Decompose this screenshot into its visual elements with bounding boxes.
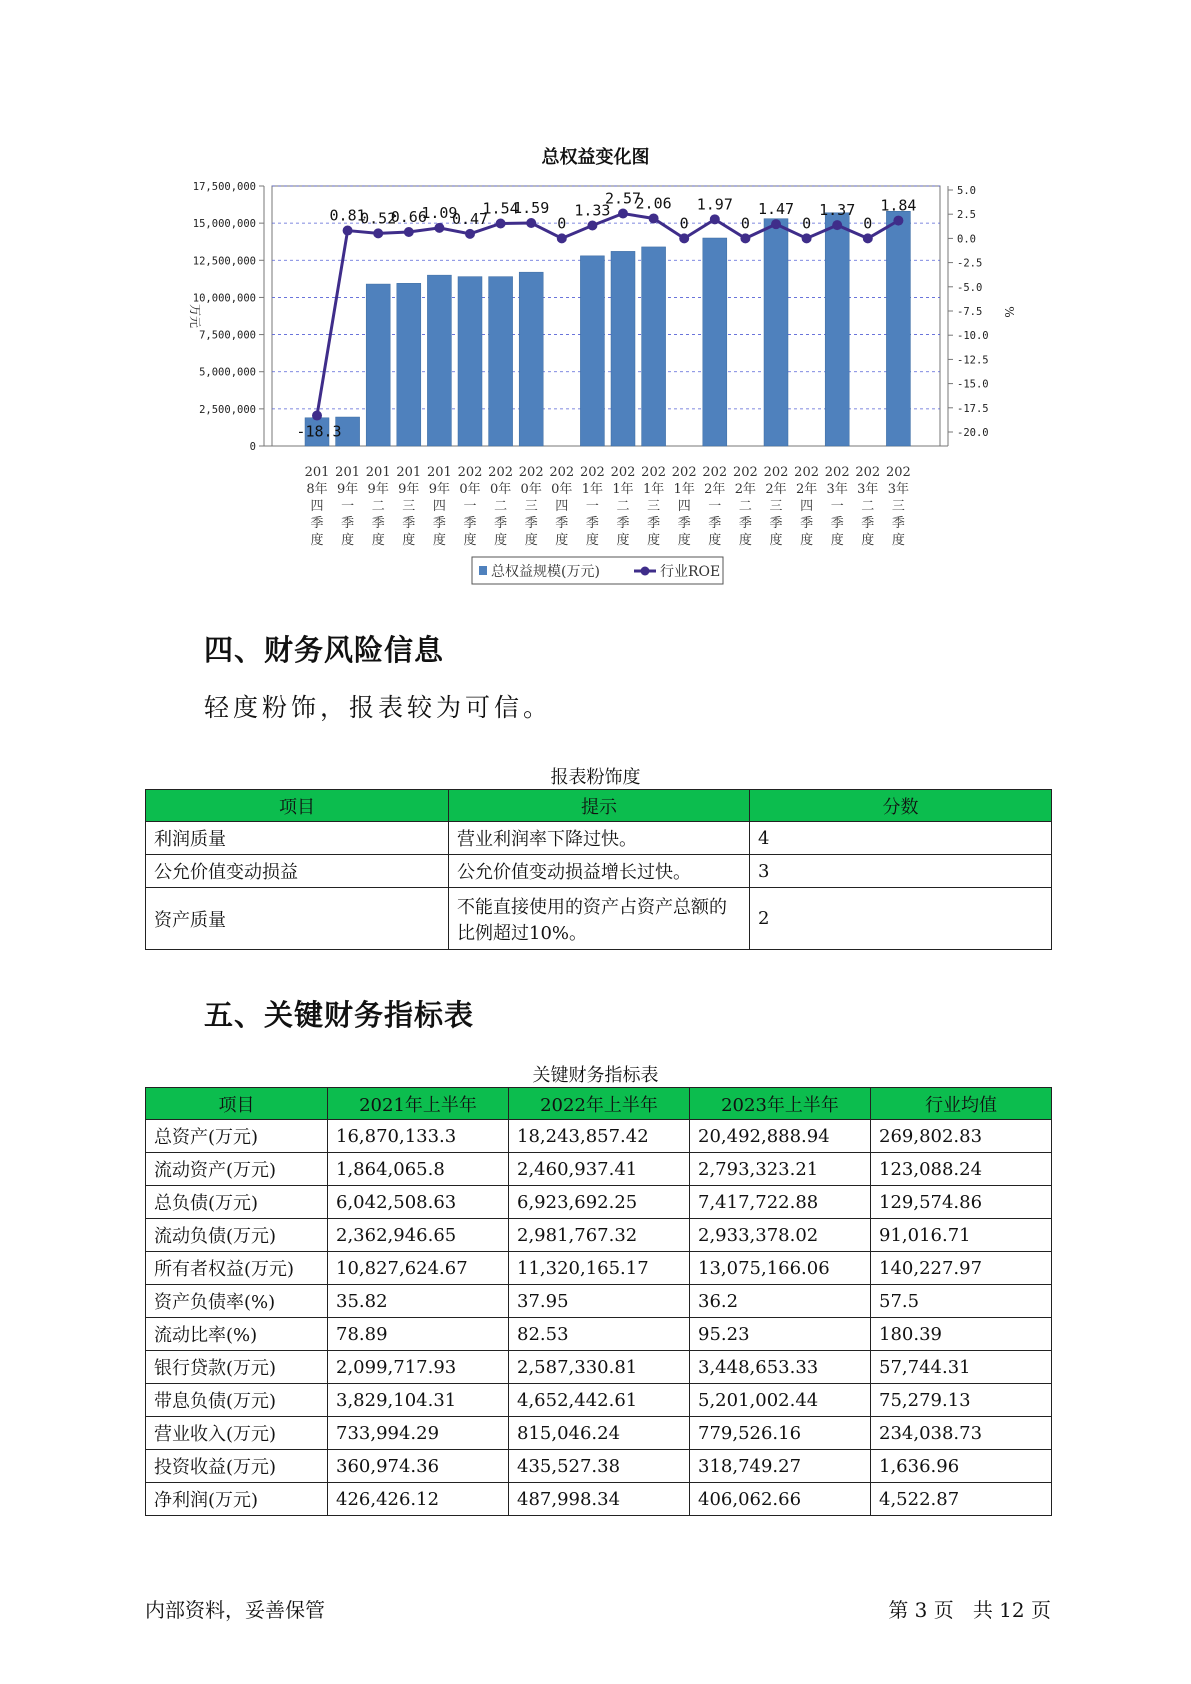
metrics-table-cell: 360,974.36: [328, 1450, 509, 1483]
metrics-header-cell: 2021年上半年: [328, 1088, 509, 1120]
metrics-table-row: [146, 1186, 1052, 1219]
equity-bar: [458, 277, 482, 446]
equity-bar: [764, 219, 788, 446]
risk-header-cell: 项目: [146, 790, 449, 822]
x-tick-label: 3年: [857, 482, 879, 497]
metrics-table-row: [146, 1450, 1052, 1483]
metrics-header-cell: 行业均值: [871, 1088, 1052, 1120]
x-tick-label: 三: [891, 499, 905, 514]
right-tick-label: -20.0: [957, 427, 989, 439]
metrics-table-cell: 91,016.71: [871, 1219, 1052, 1252]
x-tick-label: 202: [855, 465, 881, 480]
x-tick-label: 季: [432, 516, 446, 531]
x-tick-label: 四: [800, 499, 814, 514]
metrics-table-row: [146, 1219, 1052, 1252]
x-tick-label: 度: [738, 533, 752, 548]
metrics-table-row: [146, 1384, 1052, 1417]
risk-table: [145, 789, 1052, 950]
right-tick-label: -7.5: [957, 306, 983, 318]
x-tick-label: 四: [555, 499, 569, 514]
x-tick-label: 202: [610, 465, 636, 480]
right-tick-label: -5.0: [957, 281, 983, 294]
right-tick-label: 2.5: [957, 209, 976, 222]
roe-data-label: 1.59: [513, 199, 550, 218]
metrics-table-cell: 123,088.24: [871, 1153, 1052, 1186]
roe-point: [496, 218, 506, 228]
footer-confidential: 内部资料，妥善保管: [145, 1598, 325, 1622]
footer-page-number: 第 3 页 共 12 页: [888, 1598, 1051, 1622]
risk-table-row: [146, 888, 1052, 950]
chart-title: 总权益变化图: [541, 147, 650, 168]
left-tick-label: 12,500,000: [192, 255, 256, 268]
risk-table-cell: 营业利润率下降过快。: [449, 822, 750, 855]
metrics-table-cell: 82.53: [509, 1318, 690, 1351]
x-tick-label: 0年: [520, 482, 542, 497]
x-tick-label: 四: [310, 499, 324, 514]
metrics-table-cell: 3,448,653.33: [690, 1351, 871, 1384]
x-tick-label: 季: [708, 516, 722, 531]
roe-point: [526, 218, 536, 228]
x-tick-label: 一: [708, 499, 722, 514]
x-tick-label: 四: [432, 499, 446, 514]
x-tick-label: 202: [732, 465, 758, 480]
risk-table-cell: 4: [750, 822, 1052, 855]
x-tick-label: 2年: [765, 482, 787, 497]
metrics-table-cell: 37.95: [509, 1285, 690, 1318]
roe-point: [649, 213, 659, 223]
x-tick-label: 度: [616, 533, 630, 548]
x-tick-label: 度: [341, 533, 355, 548]
x-tick-label: 202: [671, 465, 697, 480]
x-tick-label: 度: [769, 533, 783, 548]
metrics-table-row: [146, 1252, 1052, 1285]
x-tick-label: 201: [335, 465, 361, 480]
risk-table-cell: 资产质量: [146, 888, 449, 950]
metrics-table-row: [146, 1483, 1052, 1516]
metrics-table-cell: 银行贷款(万元): [146, 1351, 328, 1384]
x-tick-label: 3年: [826, 482, 848, 497]
metrics-table-cell: 20,492,888.94: [690, 1120, 871, 1153]
metrics-table-row: [146, 1120, 1052, 1153]
metrics-table-cell: 57,744.31: [871, 1351, 1052, 1384]
metrics-table-cell: 733,994.29: [328, 1417, 509, 1450]
roe-data-label: 1.09: [421, 203, 458, 222]
x-tick-label: 一: [830, 499, 844, 514]
risk-table-row: [146, 822, 1052, 855]
x-tick-label: 度: [432, 533, 446, 548]
right-tick-label: -10.0: [957, 330, 989, 343]
metrics-table-cell: 2,793,323.21: [690, 1153, 871, 1186]
x-tick-label: 一: [585, 499, 599, 514]
x-tick-label: 3年: [887, 482, 910, 497]
left-tick-label: 0: [249, 441, 256, 453]
left-tick-label: 2,500,000: [199, 403, 256, 416]
metrics-table-cell: 406,062.66: [690, 1483, 871, 1516]
x-tick-label: 度: [402, 533, 416, 548]
roe-point: [373, 228, 383, 238]
x-tick-label: 三: [402, 499, 416, 514]
metrics-table-cell: 总负债(万元): [146, 1186, 328, 1219]
right-tick-label: 0.0: [957, 233, 976, 246]
metrics-table-cell: 2,099,717.93: [328, 1351, 509, 1384]
metrics-table-cell: 流动比率(%): [146, 1318, 328, 1351]
metrics-table-cell: 815,046.24: [509, 1417, 690, 1450]
section5-heading: 五、关键财务指标表: [204, 998, 475, 1032]
metrics-table-cell: 总资产(万元): [146, 1120, 328, 1153]
metrics-table-cell: 435,527.38: [509, 1450, 690, 1483]
roe-point: [618, 209, 628, 219]
metrics-table-cell: 140,227.97: [871, 1252, 1052, 1285]
roe-data-label: 0: [679, 214, 689, 233]
x-tick-label: 三: [769, 499, 783, 514]
roe-point: [740, 233, 750, 243]
metrics-table-cell: 资产负债率(%): [146, 1285, 328, 1318]
x-tick-label: 度: [708, 533, 722, 548]
roe-point: [863, 233, 873, 243]
metrics-table-cell: 10,827,624.67: [328, 1252, 509, 1285]
equity-bar: [611, 251, 635, 446]
left-tick-label: 17,500,000: [192, 181, 256, 193]
risk-table-caption: 报表粉饰度: [550, 767, 641, 788]
metrics-table-row: [146, 1285, 1052, 1318]
x-tick-label: 季: [555, 516, 569, 531]
roe-data-label: 1.47: [757, 200, 795, 219]
right-tick-label: -17.5: [957, 402, 989, 415]
metrics-table-cell: 78.89: [328, 1318, 509, 1351]
x-tick-label: 1年: [612, 482, 634, 497]
equity-bar: [825, 213, 849, 446]
metrics-table-cell: 带息负债(万元): [146, 1384, 328, 1417]
x-tick-label: 0年: [489, 482, 512, 497]
metrics-table-cell: 2,933,378.02: [690, 1219, 871, 1252]
x-tick-label: 度: [555, 533, 569, 548]
metrics-table-cell: 2,587,330.81: [509, 1351, 690, 1384]
risk-table-cell: 2: [750, 888, 1052, 950]
equity-bar: [580, 256, 604, 446]
legend-bar-swatch: [479, 566, 487, 575]
metrics-table-row: [146, 1351, 1052, 1384]
x-tick-label: 202: [549, 465, 575, 480]
equity-bar: [703, 238, 727, 446]
metrics-table-cell: 净利润(万元): [146, 1483, 328, 1516]
risk-table-cell: 公允价值变动损益: [146, 855, 449, 888]
roe-data-label: 0.47: [451, 209, 489, 228]
roe-point: [343, 226, 353, 236]
legend-line-marker: [641, 567, 650, 576]
x-tick-label: 二: [371, 499, 385, 514]
x-tick-label: 季: [677, 516, 691, 531]
roe-data-label: 0: [740, 214, 750, 233]
roe-point: [771, 219, 781, 229]
x-tick-label: 度: [494, 533, 508, 548]
x-tick-label: 2年: [704, 482, 726, 497]
metrics-header-cell: 2023年上半年: [690, 1088, 871, 1120]
roe-point: [679, 233, 689, 243]
metrics-table-cell: 75,279.13: [871, 1384, 1052, 1417]
right-tick-label: -15.0: [957, 378, 989, 391]
metrics-table-cell: 2,460,937.41: [509, 1153, 690, 1186]
metrics-table-cell: 318,749.27: [690, 1450, 871, 1483]
left-tick-label: 5,000,000: [199, 366, 256, 379]
metrics-table-cell: 779,526.16: [690, 1417, 871, 1450]
right-tick-label: -2.5: [957, 257, 983, 270]
x-tick-label: 201: [304, 465, 330, 480]
x-tick-label: 8年: [306, 482, 328, 497]
equity-bar: [489, 277, 513, 446]
x-tick-label: 三: [524, 499, 538, 514]
risk-table-cell: 利润质量: [146, 822, 449, 855]
roe-data-label: 0: [863, 214, 873, 233]
x-tick-label: 度: [524, 533, 538, 548]
x-tick-label: 201: [396, 465, 422, 480]
x-tick-label: 季: [830, 516, 844, 531]
x-tick-label: 季: [738, 516, 752, 531]
metrics-table-cell: 2,981,767.32: [509, 1219, 690, 1252]
x-tick-label: 季: [585, 516, 599, 531]
roe-data-label: 1.37: [819, 201, 856, 220]
x-tick-label: 三: [647, 499, 661, 514]
roe-point: [802, 233, 812, 243]
metrics-header-cell: 项目: [146, 1088, 328, 1120]
metrics-table-cell: 4,522.87: [871, 1483, 1052, 1516]
x-tick-label: 202: [488, 465, 514, 480]
x-tick-label: 202: [763, 465, 789, 480]
roe-data-label: 0: [802, 214, 812, 233]
roe-data-label: 2.06: [635, 194, 672, 213]
equity-bar: [642, 247, 666, 446]
x-tick-label: 季: [463, 516, 477, 531]
legend-line-label: 行业ROE: [660, 564, 721, 580]
metrics-table-row: [146, 1318, 1052, 1351]
left-tick-label: 10,000,000: [192, 292, 256, 305]
x-tick-label: 度: [891, 533, 905, 548]
x-tick-label: 201: [365, 465, 391, 480]
metrics-table-cell: 投资收益(万元): [146, 1450, 328, 1483]
x-tick-label: 2年: [734, 482, 757, 497]
x-tick-label: 季: [616, 516, 630, 531]
left-axis-title: 万元: [188, 303, 202, 329]
metrics-table-cell: 1,636.96: [871, 1450, 1052, 1483]
x-tick-label: 9年: [367, 482, 389, 497]
equity-bar: [427, 275, 451, 446]
x-tick-label: 202: [579, 465, 605, 480]
risk-table-cell: 3: [750, 855, 1052, 888]
x-tick-label: 二: [738, 499, 752, 514]
risk-table-cell: 公允价值变动损益增长过快。: [449, 855, 750, 888]
x-tick-label: 季: [310, 516, 324, 531]
metrics-table-cell: 487,998.34: [509, 1483, 690, 1516]
metrics-table-cell: 269,802.83: [871, 1120, 1052, 1153]
equity-chart: [0, 0, 1191, 600]
metrics-table-cell: 95.23: [690, 1318, 871, 1351]
x-tick-label: 季: [494, 516, 508, 531]
left-tick-label: 7,500,000: [199, 329, 256, 342]
roe-point: [710, 214, 720, 224]
equity-bar: [519, 272, 543, 446]
x-tick-label: 202: [641, 465, 667, 480]
metrics-table-cell: 6,923,692.25: [509, 1186, 690, 1219]
x-tick-label: 1年: [581, 482, 604, 497]
roe-data-label: 1.54: [482, 199, 519, 218]
roe-point: [587, 221, 597, 231]
x-tick-label: 度: [861, 533, 875, 548]
x-tick-label: 二: [616, 499, 630, 514]
risk-table-row: [146, 855, 1052, 888]
roe-point: [312, 411, 322, 421]
x-tick-label: 季: [647, 516, 661, 531]
metrics-table-cell: 13,075,166.06: [690, 1252, 871, 1285]
roe-data-label: 1.97: [696, 195, 733, 214]
x-tick-label: 1年: [673, 482, 695, 497]
roe-point: [893, 216, 903, 226]
roe-point: [434, 223, 444, 233]
metrics-table-cell: 2,362,946.65: [328, 1219, 509, 1252]
section4-heading: 四、财务风险信息: [204, 633, 445, 667]
x-tick-label: 9年: [428, 482, 451, 497]
x-tick-label: 四: [677, 499, 691, 514]
equity-bar: [366, 284, 390, 446]
metrics-table-cell: 426,426.12: [328, 1483, 509, 1516]
roe-point: [404, 227, 414, 237]
x-tick-label: 二: [861, 499, 875, 514]
metrics-table-cell: 16,870,133.3: [328, 1120, 509, 1153]
roe-data-label: 0: [557, 214, 567, 233]
metrics-table-cell: 所有者权益(万元): [146, 1252, 328, 1285]
metrics-table-cell: 57.5: [871, 1285, 1052, 1318]
roe-data-label: 2.57: [604, 189, 642, 208]
roe-data-label: 0.81: [329, 206, 366, 225]
x-tick-label: 202: [518, 465, 544, 480]
metrics-table-cell: 129,574.86: [871, 1186, 1052, 1219]
x-tick-label: 季: [769, 516, 783, 531]
x-tick-label: 度: [677, 533, 691, 548]
risk-header-cell: 分数: [750, 790, 1052, 822]
metrics-table: [145, 1087, 1052, 1516]
metrics-table-cell: 营业收入(万元): [146, 1417, 328, 1450]
metrics-table-row: [146, 1417, 1052, 1450]
risk-summary-text: 轻度粉饰，报表较为可信。: [204, 693, 553, 722]
metrics-table-cell: 234,038.73: [871, 1417, 1052, 1450]
x-tick-label: 二: [494, 499, 508, 514]
risk-table-cell: 不能直接使用的资产占资产总额的比例超过10%。: [449, 888, 750, 950]
x-tick-label: 一: [341, 499, 355, 514]
x-tick-label: 季: [861, 516, 875, 531]
roe-data-label: 0.66: [390, 208, 427, 227]
risk-header-cell: 提示: [449, 790, 750, 822]
roe-point: [557, 233, 567, 243]
metrics-table-cell: 3,829,104.31: [328, 1384, 509, 1417]
metrics-table-caption: 关键财务指标表: [532, 1065, 659, 1086]
roe-data-label: 0.52: [360, 209, 397, 228]
x-tick-label: 度: [800, 533, 814, 548]
x-tick-label: 1年: [642, 482, 665, 497]
x-tick-label: 季: [341, 516, 355, 531]
x-tick-label: 季: [891, 516, 905, 531]
x-tick-label: 0年: [459, 482, 481, 497]
equity-bar: [397, 283, 421, 446]
metrics-table-cell: 4,652,442.61: [509, 1384, 690, 1417]
x-tick-label: 202: [794, 465, 820, 480]
x-tick-label: 202: [824, 465, 850, 480]
x-tick-label: 度: [830, 533, 844, 548]
metrics-table-cell: 7,417,722.88: [690, 1186, 871, 1219]
metrics-table-cell: 流动负债(万元): [146, 1219, 328, 1252]
x-tick-label: 一: [463, 499, 477, 514]
metrics-table-cell: 6,042,508.63: [328, 1186, 509, 1219]
metrics-table-cell: 35.82: [328, 1285, 509, 1318]
x-tick-label: 度: [310, 533, 324, 548]
x-tick-label: 202: [885, 465, 911, 480]
x-tick-label: 季: [402, 516, 416, 531]
right-tick-label: -12.5: [957, 354, 989, 367]
x-tick-label: 度: [463, 533, 477, 548]
metrics-header-cell: 2022年上半年: [509, 1088, 690, 1120]
roe-data-label: -18.3: [296, 422, 342, 441]
x-tick-label: 度: [371, 533, 385, 548]
metrics-table-cell: 1,864,065.8: [328, 1153, 509, 1186]
metrics-table-cell: 180.39: [871, 1318, 1052, 1351]
x-tick-label: 9年: [336, 482, 359, 497]
metrics-table-cell: 5,201,002.44: [690, 1384, 871, 1417]
x-tick-label: 9年: [398, 482, 420, 497]
x-tick-label: 季: [371, 516, 385, 531]
right-tick-label: 5.0: [957, 185, 976, 197]
x-tick-label: 度: [585, 533, 599, 548]
metrics-table-cell: 11,320,165.17: [509, 1252, 690, 1285]
left-tick-label: 15,000,000: [192, 218, 256, 231]
metrics-table-cell: 36.2: [690, 1285, 871, 1318]
roe-point: [832, 220, 842, 230]
x-tick-label: 季: [800, 516, 814, 531]
metrics-table-row: [146, 1153, 1052, 1186]
metrics-table-cell: 流动资产(万元): [146, 1153, 328, 1186]
x-tick-label: 0年: [551, 482, 573, 497]
roe-data-label: 1.84: [880, 196, 917, 215]
x-tick-label: 202: [457, 465, 483, 480]
roe-point: [465, 229, 475, 239]
x-tick-label: 季: [524, 516, 538, 531]
roe-data-label: 1.33: [574, 201, 611, 220]
x-tick-label: 201: [426, 465, 452, 480]
right-axis-title: %: [1002, 306, 1016, 318]
legend-bar-label: 总权益规模(万元): [491, 564, 600, 580]
x-tick-label: 2年: [795, 482, 818, 497]
metrics-table-cell: 18,243,857.42: [509, 1120, 690, 1153]
x-tick-label: 202: [702, 465, 728, 480]
x-tick-label: 度: [647, 533, 661, 548]
equity-bar: [886, 211, 910, 446]
